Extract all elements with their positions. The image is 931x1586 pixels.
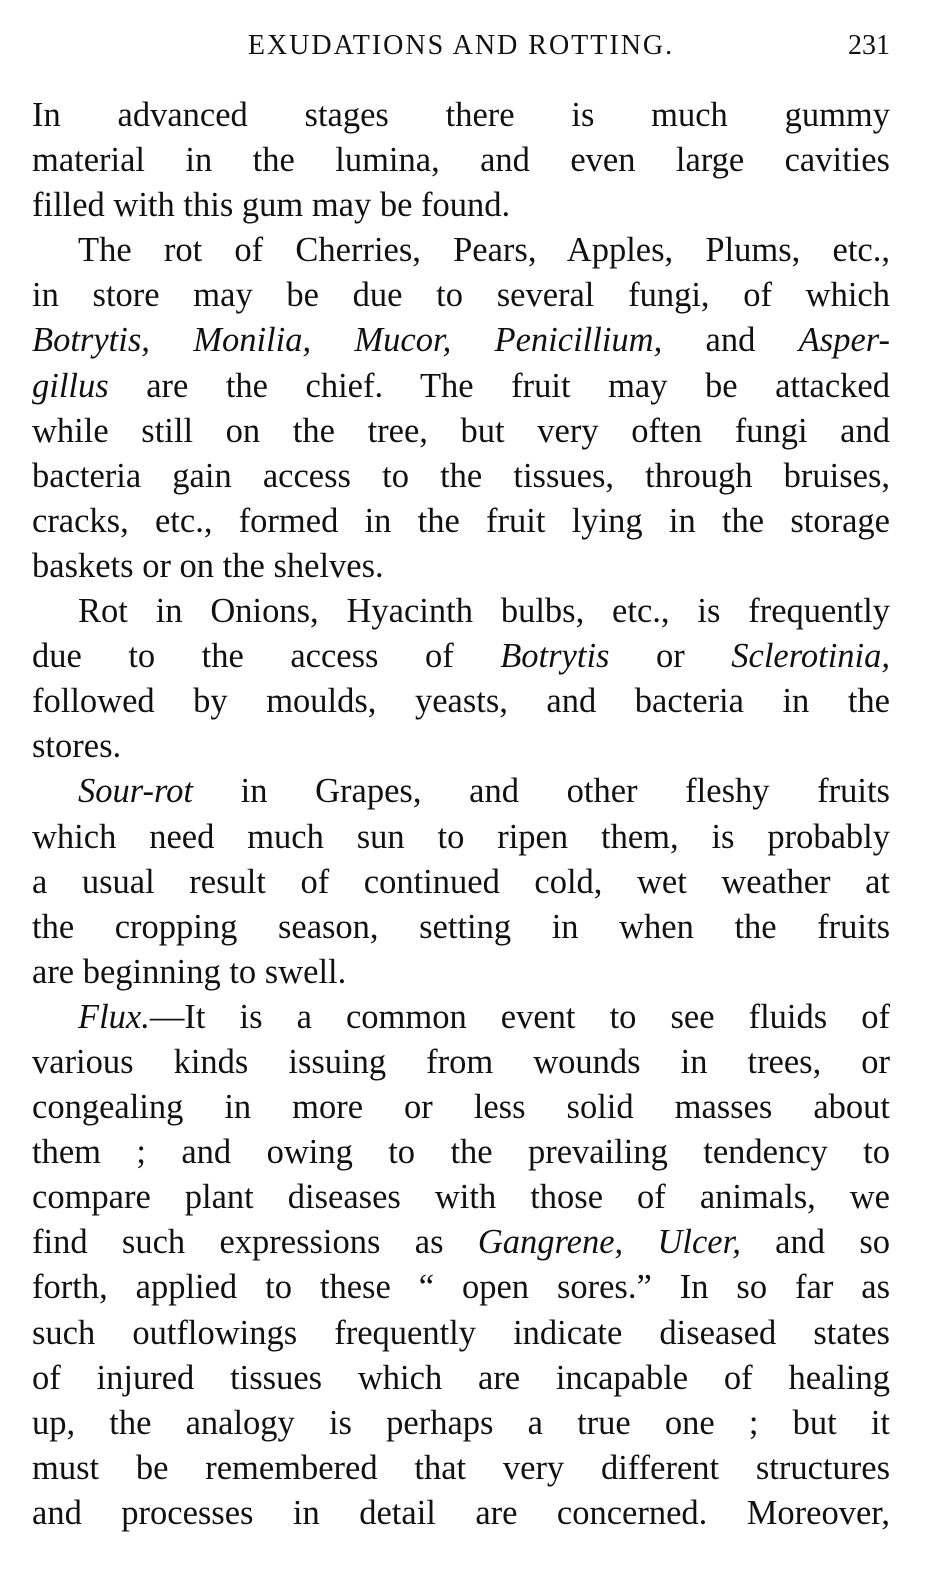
text-line — [32, 769, 890, 814]
text-segment: The rot of Cherries, Pears, Apples, Plums, etc., — [78, 231, 890, 270]
text-segment: are beginning to swell. — [32, 952, 347, 991]
italic-text: Sour-rot — [78, 772, 193, 811]
text-line — [32, 950, 890, 995]
italic-text: Flux. — [78, 997, 150, 1036]
text-segment: or — [609, 637, 732, 676]
text-line — [32, 544, 890, 589]
italic-text: gillus — [32, 366, 109, 405]
text-line — [32, 995, 890, 1040]
text-segment: the cropping season, setting in when the fruits — [32, 907, 890, 946]
body-text — [32, 93, 890, 1536]
text-line — [32, 1356, 890, 1401]
page-number: 231 — [848, 30, 890, 61]
text-segment: a usual result of continued cold, wet weather at — [32, 862, 890, 901]
text-line — [32, 724, 890, 769]
text-line — [32, 815, 890, 860]
text-line — [32, 93, 890, 138]
text-segment: up, the analogy is perhaps a true one ; but it — [32, 1403, 890, 1442]
running-title: EXUDATIONS AND ROTTING. — [247, 30, 675, 61]
text-line — [32, 1265, 890, 1310]
text-line — [32, 1401, 890, 1446]
text-segment: due to the access of — [32, 637, 501, 676]
text-segment: In advanced stages there is much gummy — [32, 96, 890, 134]
text-line — [32, 1491, 890, 1536]
text-segment: in store may be due to several fungi, of which — [32, 276, 890, 315]
text-line — [32, 273, 890, 318]
text-segment: cracks, etc., formed in the fruit lying in the storage — [32, 501, 890, 540]
text-segment: material in the lumina, and even large cavities — [32, 141, 890, 180]
text-segment: of injured tissues which are incapable of healing — [32, 1358, 890, 1397]
text-segment: and so — [740, 1223, 890, 1262]
text-segment: followed by moulds, yeasts, and bacteria in the — [32, 682, 890, 721]
text-line — [32, 364, 890, 409]
text-segment: are the chief. The fruit may be attacked — [108, 366, 890, 405]
text-line — [32, 1175, 890, 1220]
text-segment: which need much sun to ripen them, is probably — [32, 817, 890, 856]
text-segment: stores. — [32, 727, 122, 766]
text-line — [32, 1040, 890, 1085]
text-line — [32, 679, 890, 724]
text-line — [32, 1446, 890, 1491]
running-head — [32, 26, 890, 66]
text-segment: forth, applied to these “ open sores.” In so far as — [32, 1268, 890, 1307]
text-line — [32, 499, 890, 544]
text-line — [32, 1220, 890, 1265]
text-segment: various kinds issuing from wounds in trees, or — [32, 1042, 890, 1081]
text-segment: bacteria gain access to the tissues, through bruises, — [32, 456, 890, 495]
text-segment: baskets or on the shelves. — [32, 546, 384, 585]
text-line — [32, 905, 890, 950]
text-segment: Rot in Onions, Hyacinth bulbs, etc., is frequently — [78, 592, 890, 631]
text-segment: congealing in more or less solid masses about — [32, 1088, 890, 1127]
text-segment: while still on the tree, but very often fungi and — [32, 411, 890, 450]
text-segment: them ; and owing to the prevailing tendency to — [32, 1133, 890, 1172]
text-line — [32, 1085, 890, 1130]
text-segment: —It is a common event to see fluids of — [149, 997, 890, 1036]
text-segment: in Grapes, and other fleshy fruits — [192, 772, 890, 811]
italic-text: Botrytis, Monilia, Mucor, Penicillium, — [32, 321, 663, 360]
text-line — [32, 860, 890, 905]
text-segment: and — [662, 321, 799, 360]
italic-text: Sclerotinia, — [731, 637, 890, 676]
text-line — [32, 138, 890, 183]
text-line — [32, 228, 890, 273]
italic-text: Botrytis — [500, 637, 610, 676]
text-line — [32, 409, 890, 454]
italic-text: Gangrene, Ulcer, — [477, 1223, 741, 1262]
text-line — [32, 318, 890, 363]
text-line — [32, 183, 890, 228]
text-line — [32, 634, 890, 679]
text-segment: find such expressions as — [32, 1223, 478, 1262]
text-segment: such outflowings frequently indicate diseased states — [32, 1313, 890, 1352]
text-segment: filled with this gum may be found. — [32, 186, 511, 225]
text-segment: and processes in detail are concerned. Moreover, — [32, 1493, 890, 1532]
text-line — [32, 589, 890, 634]
text-line — [32, 1130, 890, 1175]
text-segment: compare plant diseases with those of animals, we — [32, 1178, 890, 1217]
text-segment: must be remembered that very different structures — [32, 1448, 890, 1487]
text-line — [32, 454, 890, 499]
text-line — [32, 1311, 890, 1356]
italic-text: Asper- — [798, 321, 890, 360]
